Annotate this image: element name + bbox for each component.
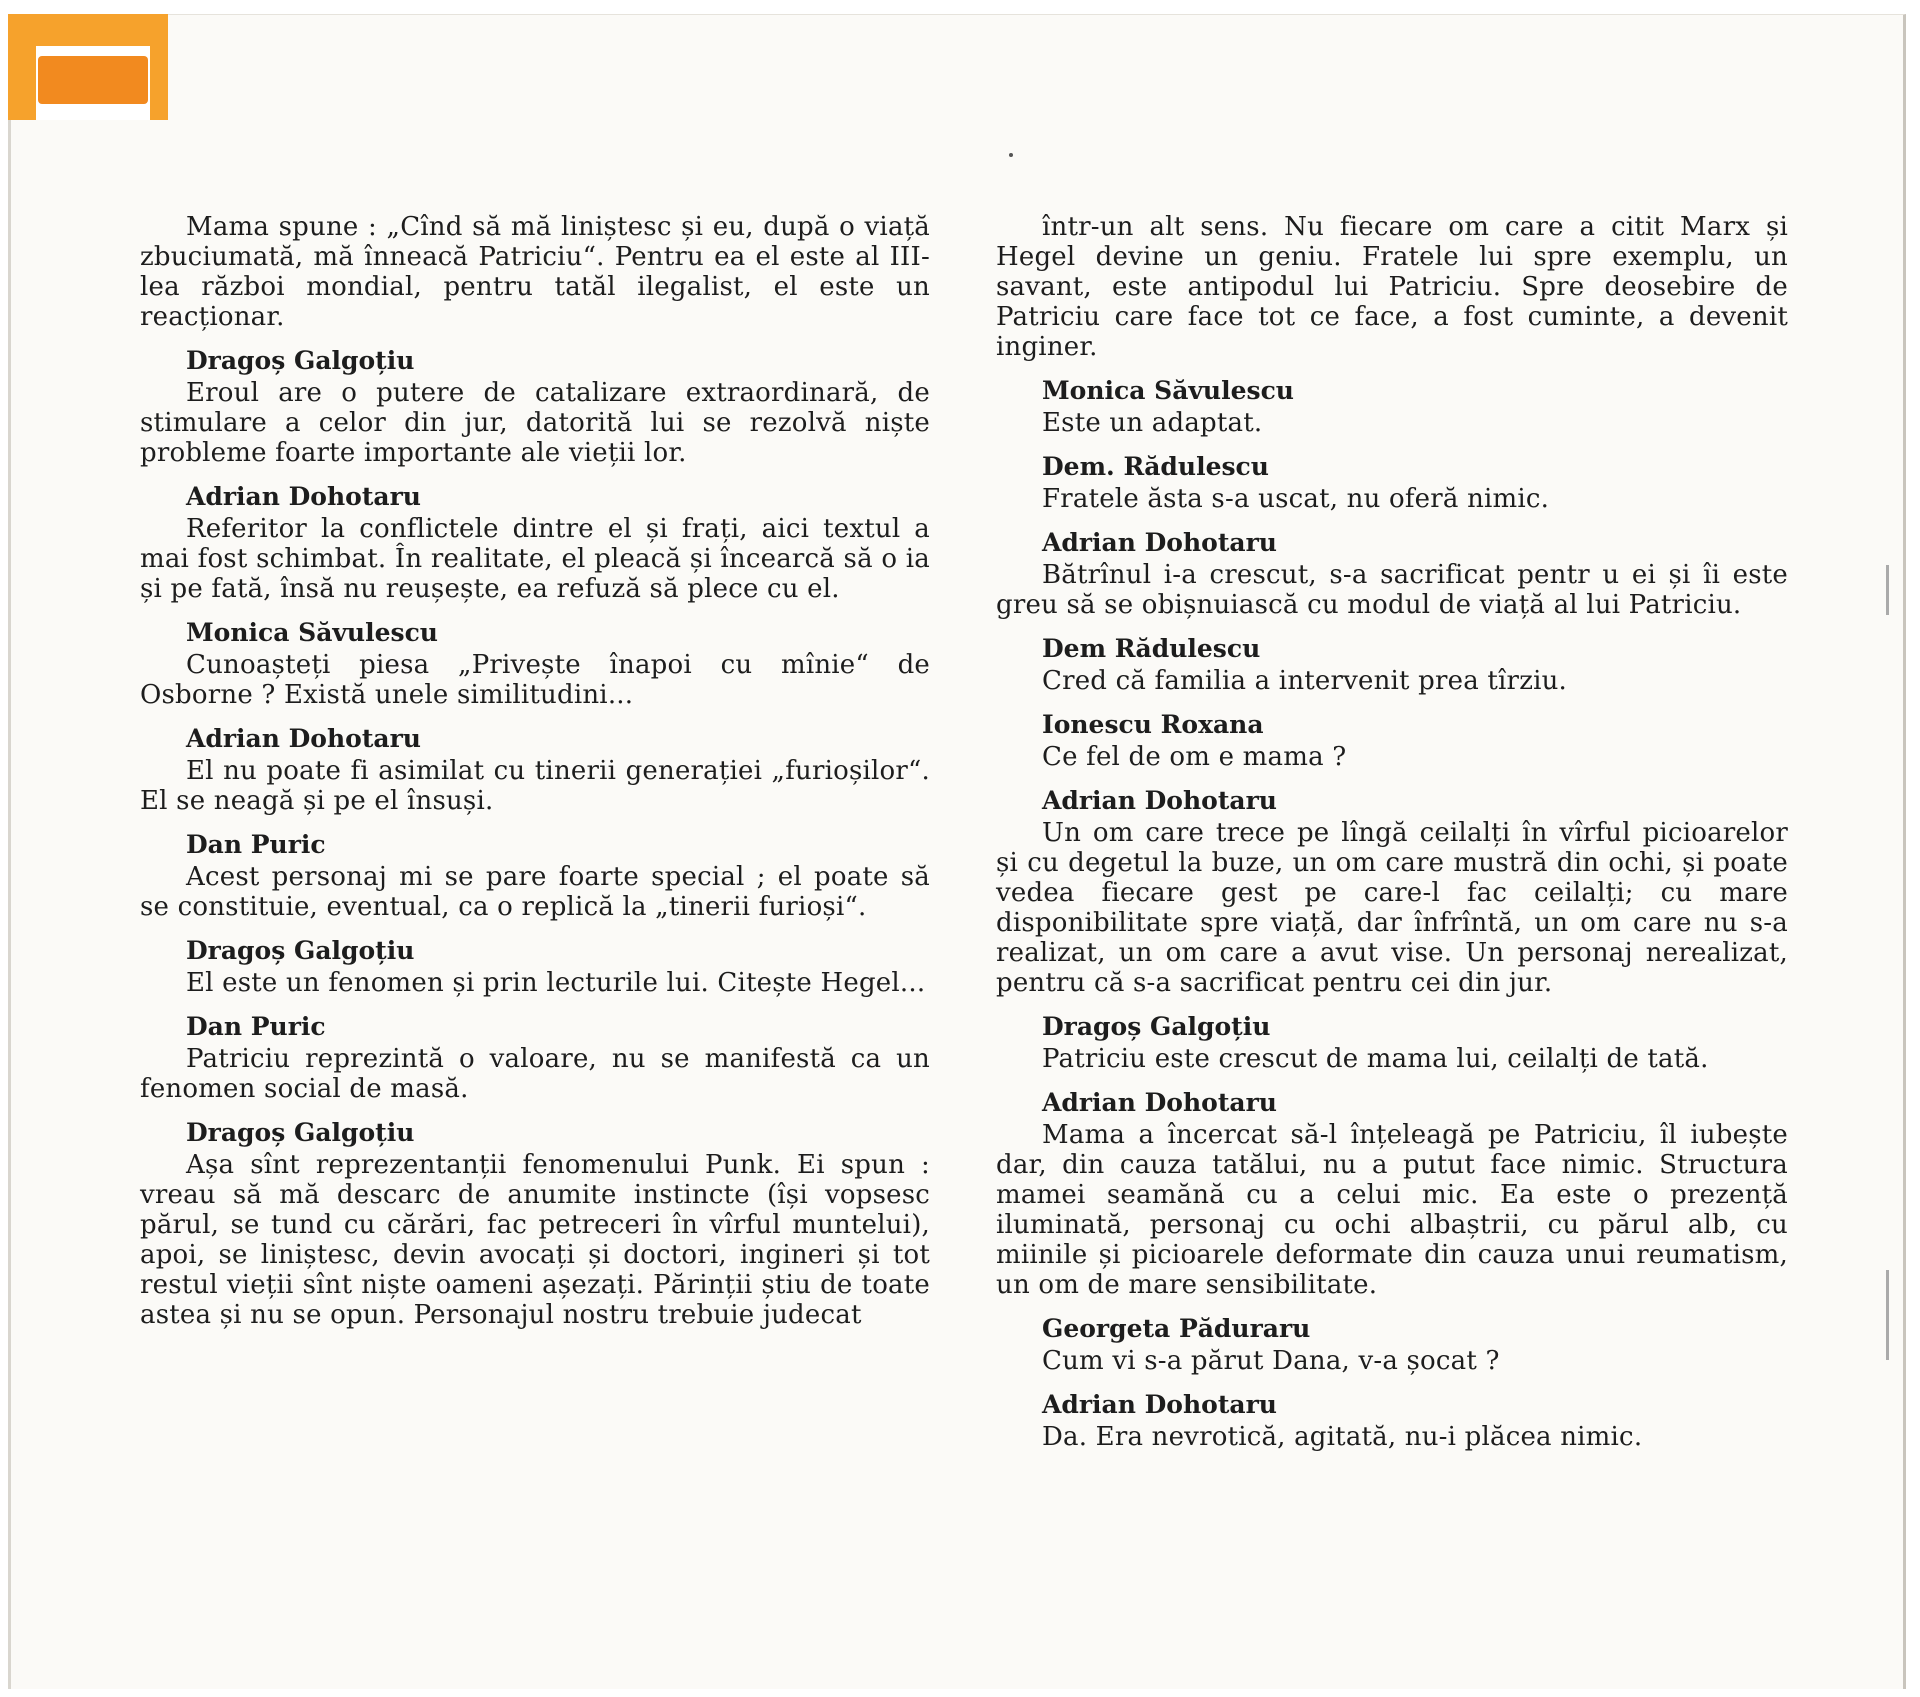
dialogue-entry [140,482,930,604]
speaker-name: Adrian Dohotaru [1042,1088,1277,1117]
speech-text: El este un fenomen și prin lecturile lui. Citește Hegel... [186,968,926,998]
speaker-name: Dragoș Galgoțiu [1042,1012,1271,1041]
right-column [996,212,1788,1466]
dialogue-entry [140,1012,930,1104]
logo-icon [8,14,168,120]
speaker-name: Adrian Dohotaru [1042,786,1277,815]
speech-text: Mama spune : „Cînd să mă liniștesc și eu, după o viață zbuciumată, mă înneacă Patriciu“. Pentru ea el este al III-lea război mondial, pentru tatăl ilegalist, el este un reacționar. [140,212,930,332]
speech-text: Așa sînt reprezentanții fenomenului Punk. Ei spun : vreau să mă descarc de anumite instincte (își vopsesc părul, se tund cu cărări, fac petreceri în vîrful muntelui), apoi, se liniștesc, devin avocați și doctori, ingineri și tot restul vieții sînt niște oameni așezați. Părinții știu de toate astea și nu se opun. Personajul nostru trebuie judecat [140,1150,930,1330]
page-edge-mark [1880,1270,1889,1360]
speech-text: Mama a încercat să-l înțeleagă pe Patriciu, îl iubește dar, din cauza tatălui, nu a putut face nimic. Structura mamei seamănă cu a celui mic. Ea este o prezență iluminată, personaj cu ochi albaștrii, cu părul alb, cu miinile și picioarele deformate din cauza unui reumatism, un om de mare sensibilitate. [996,1120,1788,1300]
speech-text: Patriciu reprezintă o valoare, nu se manifestă ca un fenomen social de masă. [140,1044,930,1104]
speech-text: Acest personaj mi se pare foarte special ; el poate să se constituie, eventual, ca o replică la „tinerii furioși“. [140,862,930,922]
left-column [140,212,930,1344]
dialogue-entry [996,1314,1788,1376]
dialogue-entry [996,212,1788,362]
dialogue-entry [140,346,930,468]
speech-text: Un om care trece pe lîngă ceilalți în vîrful picioarelor și cu degetul la buze, un om care mustră din ochi, și poate vedea fiecare gest pe care-l fac ceilalți; cu mare disponibilitate spre viață, dar înfrîntă, un om care nu s-a realizat, un om care a avut vise. Un personaj nerealizat, pentru că s-a sacrificat pentru cei din jur. [996,818,1788,998]
dialogue-entry [996,710,1788,772]
speech-text: Fratele ăsta s-a uscat, nu oferă nimic. [1042,484,1550,514]
speech-text: Ce fel de om e mama ? [1042,742,1347,772]
dialogue-entry [996,1012,1788,1074]
speaker-name: Adrian Dohotaru [1042,528,1277,557]
dialogue-entry [140,936,930,998]
speech-text: Da. Era nevrotică, agitată, nu-i plăcea nimic. [1042,1422,1643,1452]
print-dot [1009,153,1013,157]
page-edge-mark [1880,565,1889,615]
dialogue-entry [140,724,930,816]
dialogue-entry [996,1390,1788,1452]
speaker-name: Dragoș Galgoțiu [186,346,415,375]
speech-text: Eroul are o putere de catalizare extraordinară, de stimulare a celor din jur, datorită lui se rezolvă niște probleme foarte importante ale vieții lor. [140,378,930,468]
dialogue-entry [140,830,930,922]
speech-text: Patriciu este crescut de mama lui, ceilalți de tată. [1042,1044,1709,1074]
dialogue-entry [140,1118,930,1330]
dialogue-entry [996,1088,1788,1300]
dialogue-entry [996,786,1788,998]
speech-text: Este un adaptat. [1042,408,1263,438]
dialogue-entry [140,618,930,710]
speech-text: într-un alt sens. Nu fiecare om care a citit Marx și Hegel devine un geniu. Fratele lui spre exemplu, un savant, este antipodul lui Patriciu. Spre deosebire de Patriciu care face tot ce face, a fost cuminte, a devenit inginer. [996,212,1788,362]
dialogue-entry [996,452,1788,514]
speaker-name: Dragoș Galgoțiu [186,936,415,965]
dialogue-entry [140,212,930,332]
speaker-name: Adrian Dohotaru [186,482,421,511]
speaker-name: Dem Rădulescu [1042,634,1261,663]
speech-text: Cum vi s-a părut Dana, v-a șocat ? [1042,1346,1500,1376]
speech-text: Cunoașteți piesa „Privește înapoi cu mînie“ de Osborne ? Există unele similitudini... [140,650,930,710]
speaker-name: Dragoș Galgoțiu [186,1118,415,1147]
speaker-name: Dan Puric [186,830,326,859]
speaker-name: Georgeta Păduraru [1042,1314,1311,1343]
speech-text: Bătrînul i-a crescut, s-a sacrificat pentr u ei și îi este greu să se obișnuiască cu modul de viață al lui Patriciu. [996,560,1788,620]
dialogue-entry [996,528,1788,620]
speech-text: Cred că familia a intervenit prea tîrziu. [1042,666,1568,696]
speaker-name: Adrian Dohotaru [1042,1390,1277,1419]
speech-text: Referitor la conflictele dintre el și frați, aici textul a mai fost schimbat. În realitate, el pleacă și încearcă să o ia și pe fată, însă nu reușește, ea refuză să plece cu el. [140,514,930,604]
speaker-name: Monica Săvulescu [186,618,438,647]
speaker-name: Dan Puric [186,1012,326,1041]
speaker-name: Adrian Dohotaru [186,724,421,753]
speaker-name: Monica Săvulescu [1042,376,1294,405]
speaker-name: Ionescu Roxana [1042,710,1264,739]
dialogue-entry [996,376,1788,438]
speech-text: El nu poate fi asimilat cu tinerii generației „furioșilor“. El se neagă și pe el însuși. [140,756,930,816]
speaker-name: Dem. Rădulescu [1042,452,1269,481]
dialogue-entry [996,634,1788,696]
